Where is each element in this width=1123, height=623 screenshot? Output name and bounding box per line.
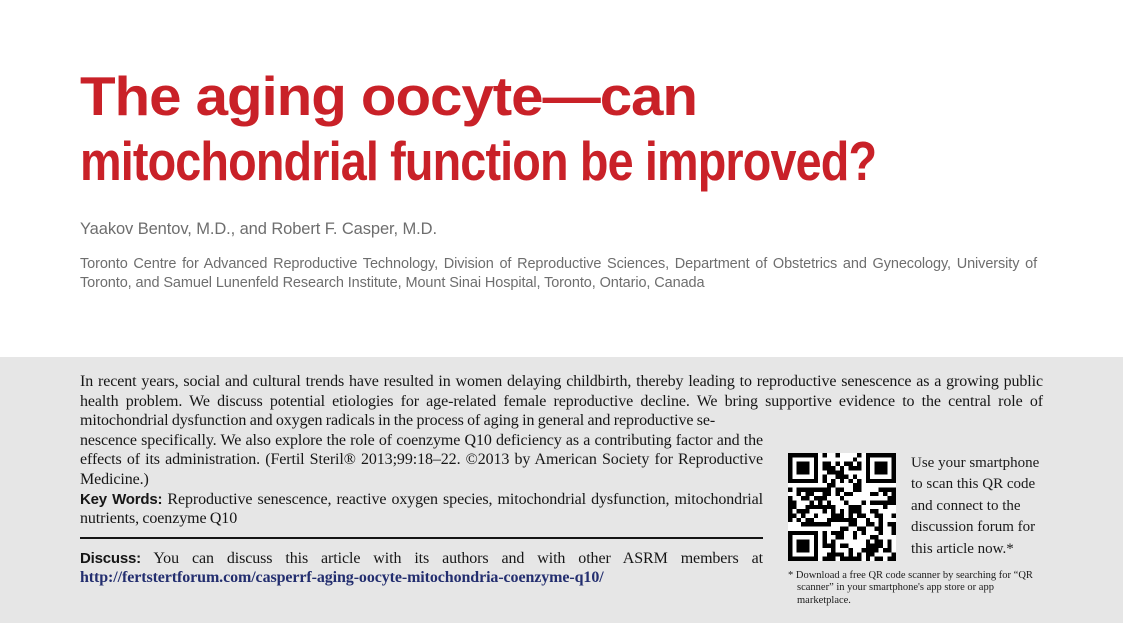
qr-footnote: * Download a free QR code scanner by searching for “QR scanner” in your smartphone's app store or app marketplace. bbox=[788, 569, 1033, 606]
article-title-line-1: The aging oocyte—can bbox=[80, 65, 697, 127]
keywords-list: Reproductive senescence, reactive oxygen species, mitochondrial dysfunction, mitochondrial nutrients, coenzyme Q10 bbox=[80, 490, 764, 528]
qr-caption: Use your smartphone to scan this QR code and connect to the discussion forum for this article now.* bbox=[911, 454, 1040, 557]
author-names: Yaakov Bentov, M.D., and Robert F. Casper, M.D. bbox=[80, 220, 437, 238]
abstract-lower-region bbox=[80, 431, 1043, 606]
author-affiliation: Toronto Centre for Advanced Reproductive Technology, Division of Reproductive Sciences, Department of Obstetrics and Gynecology, University of Toronto, and Samuel Lunenfeld Research Institute, Mount Sinai Hospital, Toronto, Ontario, Canada bbox=[80, 256, 1037, 291]
qr-code-icon bbox=[788, 453, 896, 561]
abstract-text-wrapped: nescence specifically. We also explore the role of coenzyme Q10 deficiency as a contributing factor and the effects of its administration. (Fertil Steril® 2013;99:18–22. ©2013 by American Society for Reproductive Medicine.) bbox=[80, 431, 763, 488]
abstract-section bbox=[0, 357, 1123, 623]
discussion-forum-link[interactable]: http://fertstertforum.com/casperrf-aging-oocyte-mitochondria-coenzyme-q10/ bbox=[80, 569, 604, 587]
keywords-label: Key Words: bbox=[80, 490, 163, 508]
keywords-paragraph bbox=[80, 490, 763, 529]
abstract-left-column bbox=[80, 431, 763, 588]
article-title-line-2: mitochondrial function be improved? bbox=[80, 130, 877, 192]
discuss-paragraph bbox=[80, 549, 763, 588]
qr-panel bbox=[788, 453, 1043, 608]
qr-row bbox=[788, 453, 1043, 561]
divider-rule bbox=[80, 537, 763, 539]
discuss-label: Discuss: bbox=[80, 549, 141, 567]
abstract-text-fullwidth: In recent years, social and cultural trends have resulted in women delaying childbirth, thereby leading to reproductive senescence as a growing public health problem. We discuss potential etiologies for age-related female reproductive decline. We bring supportive evidence to the central role of mitochondrial dysfunction and oxygen radicals in the process of aging in general and reproductive se- bbox=[80, 373, 1043, 430]
discuss-text: You can discuss this article with its authors and with other ASRM members at bbox=[153, 549, 763, 567]
article-title bbox=[80, 64, 1017, 194]
